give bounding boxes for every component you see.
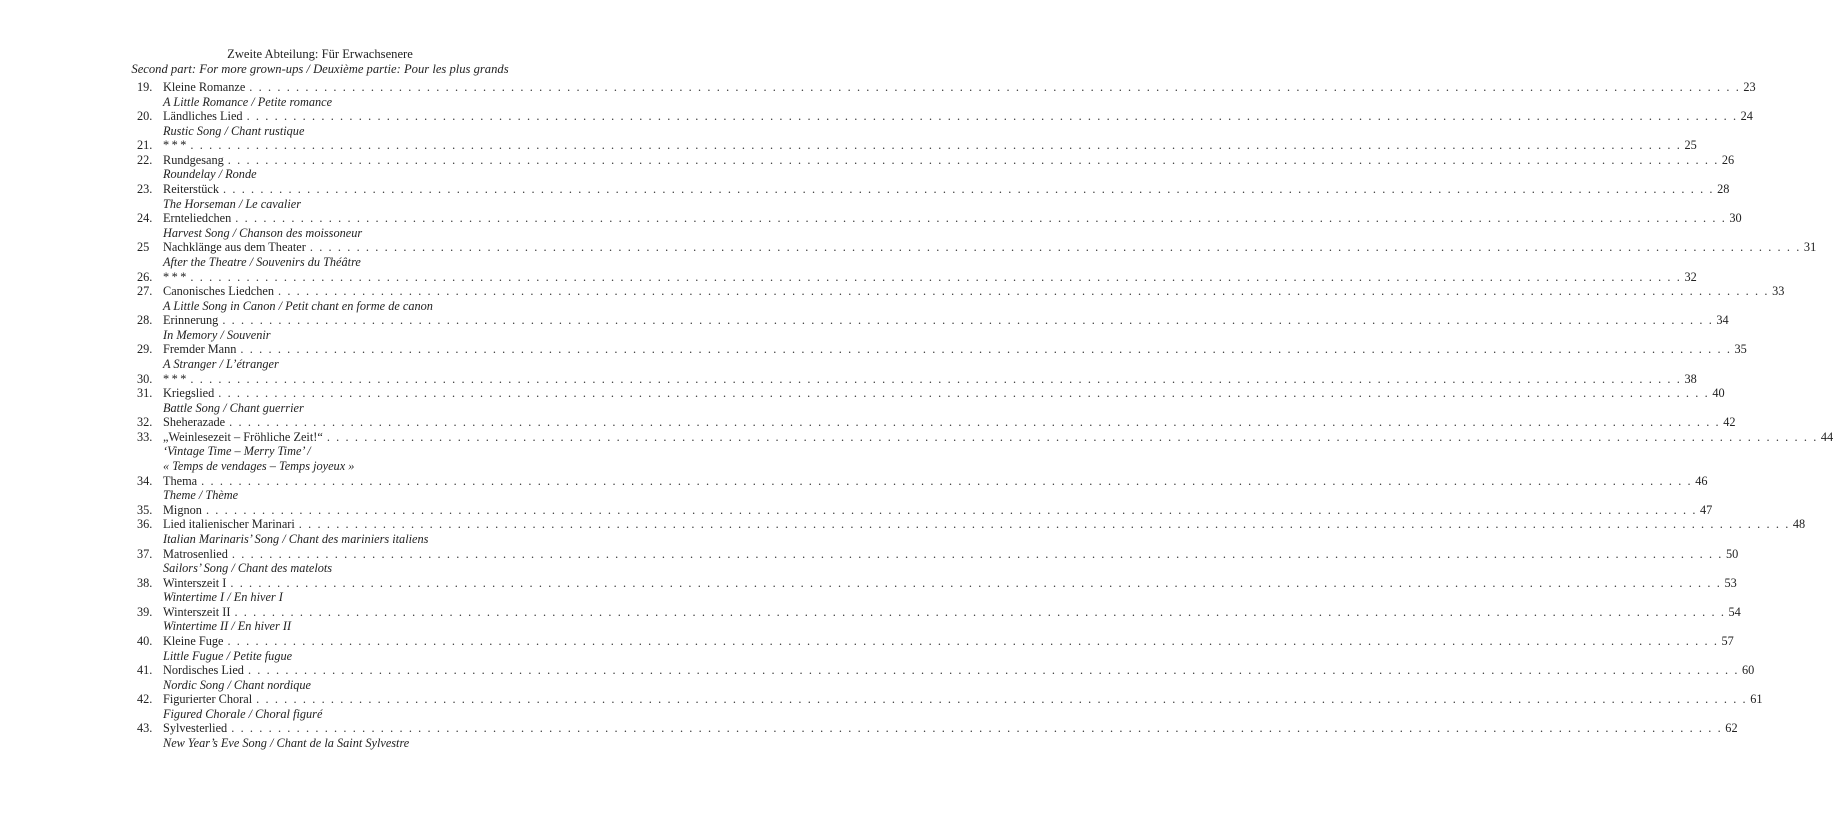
dot-leader: . . . . . . . . . . . . . . . . . . . . . . . . . . . . . . . . . . . . . . . . . . . . . . . . . . . . . . . . . . . . . . . . . . . . . . . . . . . . . . . . . . . . . . . . . . . . . . . . . . . . . . . . . . . . . . . . . . . . . . . . . . . . . . . . . . . . . . . . . . . . . . . . . . . . . . . . . . . . . . . . (249, 80, 1741, 94)
translation-row (0, 401, 640, 416)
toc-entry-main-row (0, 575, 1737, 591)
toc-entry (0, 269, 1697, 285)
toc-line (163, 604, 1741, 620)
page-number: 57 (1721, 633, 1734, 648)
toc-line (163, 211, 1742, 226)
translation-row (0, 299, 640, 314)
page-number: 32 (1684, 269, 1697, 284)
page-number: 50 (1725, 546, 1739, 561)
dot-leader: . . . . . . . . . . . . . . . . . . . . . . . . . . . . . . . . . . . . . . . . . . . . . . . . . . . . . . . . . . . . . . . . . . . . . . . . . . . . . . . . . . . . . . . . . . . . . . . . . . . . . . . . . . . . . . . . . . . . . . . . . . . . . . . . . . . . . . . . . . . . . . . . . . . . . . . . . . . . . . . . (223, 182, 1715, 197)
piece-number: 32. (137, 415, 153, 430)
piece-number: 30. (137, 371, 153, 386)
toc-entry-main-row (0, 546, 1739, 562)
translation-row (0, 678, 640, 693)
dot-leader: . . . . . . . . . . . . . . . . . . . . . . . . . . . . . . . . . . . . . . . . . . . . . . . . . . . . . . . . . . . . . . . . . . . . . . . . . . . . . . . . . . . . . . . . . . . . . . . . . . . . . . . . . . . . . . . . . . . . . . . . . . . . . . . . . . . . . . . . . . . . . . . . . . . . . . . . . . . . . . . . (277, 284, 1770, 299)
section-title: Zweite Abteilung: Für Erwachsenere (227, 47, 413, 61)
toc-line (163, 473, 1708, 489)
toc-line (163, 517, 1806, 532)
toc-entry-main-row (0, 182, 1730, 197)
toc-line (163, 575, 1737, 591)
piece-title: Rundgesang (163, 152, 224, 167)
piece-translation: New Year’s Eve Song / Chant de la Saint Sylvestre (163, 736, 410, 751)
toc-entry-main-row (0, 633, 1734, 649)
toc-entry (0, 240, 1817, 269)
piece-translation: A Little Romance / Petite romance (163, 94, 333, 109)
dot-leader: . . . . . . . . . . . . . . . . . . . . . . . . . . . . . . . . . . . . . . . . . . . . . . . . . . . . . . . . . . . . . . . . . . . . . . . . . . . . . . . . . . . . . . . . . . . . . . . . . . . . . . . . . . . . . . . . . . . . . . . . . . . . . . . . . . . . . . . . . . . . . . . . . . . . . . . . . . . . . . . . (234, 604, 1726, 619)
piece-translation: Figured Chorale / Choral figuré (163, 706, 323, 721)
dot-leader: . . . . . . . . . . . . . . . . . . . . . . . . . . . . . . . . . . . . . . . . . . . . . . . . . . . . . . . . . . . . . . . . . . . . . . . . . . . . . . . . . . . . . . . . . . . . . . . . . . . . . . . . . . . . . . . . . . . . . . . . . . . . . . . . . . . . . . . . . . . . . . . . . . . . . . . . . . . . . . . . (256, 692, 1748, 707)
dot-leader: . . . . . . . . . . . . . . . . . . . . . . . . . . . . . . . . . . . . . . . . . . . . . . . . . . . . . . . . . . . . . . . . . . . . . . . . . . . . . . . . . . . . . . . . . . . . . . . . . . . . . . . . . . . . . . . . . . . . . . . . . . . . . . . . . . . . . . . . . . . . . . . . . . . . . . . . . . . . . . . . (190, 269, 1682, 284)
piece-number: 43. (137, 721, 153, 736)
piece-title: Kleine Romanze (163, 80, 246, 94)
page-number: 24 (1740, 109, 1753, 124)
piece-title: Sylvesterlied (163, 721, 228, 736)
toc-entry-main-row (0, 692, 1763, 707)
piece-translation: Wintertime II / En hiver II (163, 619, 292, 634)
table-of-contents (0, 80, 1833, 751)
piece-number: 29. (137, 342, 153, 357)
piece-number: 21. (137, 138, 153, 153)
piece-translation: « Temps de vendages – Temps joyeux » (163, 459, 355, 474)
dot-leader: . . . . . . . . . . . . . . . . . . . . . . . . . . . . . . . . . . . . . . . . . . . . . . . . . . . . . . . . . . . . . . . . . . . . . . . . . . . . . . . . . . . . . . . . . . . . . . . . . . . . . . . . . . . . . . . . . . . . . . . . . . . . . . . . . . . . . . . . . . . . . . . . . . . . . . . . . . . . . . . . (231, 546, 1723, 561)
toc-entry (0, 80, 1756, 109)
piece-title: Ernteliedchen (163, 211, 232, 226)
dot-leader: . . . . . . . . . . . . . . . . . . . . . . . . . . . . . . . . . . . . . . . . . . . . . . . . . . . . . . . . . . . . . . . . . . . . . . . . . . . . . . . . . . . . . . . . . . . . . . . . . . . . . . . . . . . . . . . . . . . . . . . . . . . . . . . . . . . . . . . . . . . . . . . . . . . . . . . . . . . . . . . . (227, 633, 1719, 648)
piece-title: Winterszeit I (163, 575, 227, 590)
toc-entry-main-row (0, 429, 1833, 445)
toc-line (163, 721, 1738, 736)
page-number: 30 (1729, 211, 1742, 226)
piece-title: * * * (163, 371, 187, 386)
toc-entry (0, 342, 1747, 371)
piece-title: Sheherazade (163, 415, 226, 430)
piece-number: 26. (137, 269, 153, 284)
toc-entry-main-row (0, 211, 1742, 226)
dot-leader: . . . . . . . . . . . . . . . . . . . . . . . . . . . . . . . . . . . . . . . . . . . . . . . . . . . . . . . . . . . . . . . . . . . . . . . . . . . . . . . . . . . . . . . . . . . . . . . . . . . . . . . . . . . . . . . . . . . . . . . . . . . . . . . . . . . . . . . . . . . . . . . . . . . . . . . . . . . . . . . . (227, 152, 1719, 167)
piece-number: 22. (137, 152, 153, 167)
page-number: 46 (1695, 473, 1708, 488)
piece-title: Kriegslied (163, 386, 215, 401)
toc-line (163, 692, 1763, 707)
page-number: 34 (1716, 313, 1729, 328)
toc-entry (0, 633, 1734, 663)
translation-row (0, 328, 640, 343)
piece-number: 41. (137, 663, 153, 678)
dot-leader: . . . . . . . . . . . . . . . . . . . . . . . . . . . . . . . . . . . . . . . . . . . . . . . . . . . . . . . . . . . . . . . . . . . . . . . . . . . . . . . . . . . . . . . . . . . . . . . . . . . . . . . . . . . . . . . . . . . . . . . . . . . . . . . . . . . . . . . . . . . . . . . . . . . . . . . . . . . . . . . . (201, 473, 1693, 488)
piece-translation: Wintertime I / En hiver I (163, 590, 283, 605)
toc-entry (0, 415, 1736, 430)
toc-line (163, 109, 1753, 124)
translation-row (0, 649, 640, 664)
translation-row (0, 561, 640, 576)
dot-leader: . . . . . . . . . . . . . . . . . . . . . . . . . . . . . . . . . . . . . . . . . . . . . . . . . . . . . . . . . . . . . . . . . . . . . . . . . . . . . . . . . . . . . . . . . . . . . . . . . . . . . . . . . . . . . . . . . . . . . . . . . . . . . . . . . . . . . . . . . . . . . . . . . . . . . . . . . . . . . . . . (240, 342, 1732, 357)
page-number: 61 (1750, 692, 1763, 707)
page-number: 48 (1792, 517, 1806, 532)
piece-translation: Battle Song / Chant guerrier (163, 400, 304, 415)
piece-title: Winterszeit II (163, 604, 231, 619)
dot-leader: . . . . . . . . . . . . . . . . . . . . . . . . . . . . . . . . . . . . . . . . . . . . . . . . . . . . . . . . . . . . . . . . . . . . . . . . . . . . . . . . . . . . . . . . . . . . . . . . . . . . . . . . . . . . . . . . . . . . . . . . . . . . . . . . . . . . . . . . . . . . . . . . . . . . . . . . . . . . . . . . (326, 429, 1818, 444)
page-number: 38 (1684, 371, 1697, 386)
toc-entry-main-row (0, 721, 1738, 736)
piece-title: Canonisches Liedchen (163, 284, 274, 299)
dot-leader: . . . . . . . . . . . . . . . . . . . . . . . . . . . . . . . . . . . . . . . . . . . . . . . . . . . . . . . . . . . . . . . . . . . . . . . . . . . . . . . . . . . . . . . . . . . . . . . . . . . . . . . . . . . . . . . . . . . . . . . . . . . . . . . . . . . . . . . . . . . . . . . . . . . . . . . . . . . . . . . . (298, 517, 1790, 532)
toc-entry-main-row (0, 473, 1708, 489)
page-number: 42 (1723, 415, 1736, 430)
toc-entry (0, 721, 1738, 751)
piece-title: „Weinlesezeit – Fröhliche Zeit!“ (163, 429, 323, 444)
piece-title: * * * (163, 138, 187, 153)
toc-entry (0, 473, 1708, 503)
piece-number: 34. (137, 473, 153, 488)
piece-title: Nachklänge aus dem Theater (163, 240, 306, 255)
toc-line (163, 429, 1833, 445)
toc-line (163, 386, 1725, 401)
piece-number: 35. (137, 502, 153, 517)
section-subtitle: Second part: For more grown-ups / Deuxième partie: Pour les plus grands (131, 62, 509, 76)
toc-entry (0, 517, 1806, 546)
piece-number: 28. (137, 313, 153, 328)
dot-leader: . . . . . . . . . . . . . . . . . . . . . . . . . . . . . . . . . . . . . . . . . . . . . . . . . . . . . . . . . . . . . . . . . . . . . . . . . . . . . . . . . . . . . . . . . . . . . . . . . . . . . . . . . . . . . . . . . . . . . . . . . . . . . . . . . . . . . . . . . . . . . . . . . . . . . . . . . . . . . . . . (235, 211, 1727, 226)
page-number: 33 (1772, 284, 1785, 299)
piece-number: 33. (137, 429, 153, 444)
translation-row (0, 197, 640, 212)
translation-row (0, 488, 640, 503)
toc-line (163, 371, 1697, 387)
toc-entry (0, 284, 1785, 313)
toc-line (163, 663, 1755, 678)
piece-number: 42. (137, 692, 153, 707)
toc-line (163, 415, 1736, 430)
toc-entry (0, 313, 1729, 342)
page-number: 26 (1721, 152, 1735, 167)
toc-line (163, 80, 1756, 95)
piece-number: 25 (137, 240, 150, 255)
toc-entry-main-row (0, 138, 1697, 153)
piece-translation: Italian Marinaris’ Song / Chant des mariniers italiens (163, 531, 429, 546)
piece-title: Kleine Fuge (163, 633, 224, 648)
toc-line (163, 633, 1734, 649)
dot-leader: . . . . . . . . . . . . . . . . . . . . . . . . . . . . . . . . . . . . . . . . . . . . . . . . . . . . . . . . . . . . . . . . . . . . . . . . . . . . . . . . . . . . . . . . . . . . . . . . . . . . . . . . . . . . . . . . . . . . . . . . . . . . . . . . . . . . . . . . . . . . . . . . . . . . . . . . . . . . . . . . (230, 575, 1722, 590)
page-number: 54 (1728, 604, 1741, 619)
translation-row (0, 95, 640, 110)
piece-title: * * * (163, 269, 187, 284)
piece-title: Mignon (163, 502, 202, 517)
toc-entry (0, 604, 1741, 634)
toc-line (163, 240, 1817, 255)
translation-row (0, 459, 640, 474)
piece-number: 24. (137, 211, 153, 226)
piece-title: Lied italienischer Marinari (163, 517, 295, 532)
dot-leader: . . . . . . . . . . . . . . . . . . . . . . . . . . . . . . . . . . . . . . . . . . . . . . . . . . . . . . . . . . . . . . . . . . . . . . . . . . . . . . . . . . . . . . . . . . . . . . . . . . . . . . . . . . . . . . . . . . . . . . . . . . . . . . . . . . . . . . . . . . . . . . . . . . . . . . . . . . . . . . . . (205, 502, 1698, 517)
toc-entry (0, 211, 1742, 240)
page-number: 28 (1717, 182, 1730, 197)
translation-row (0, 167, 640, 182)
piece-translation: Sailors’ Song / Chant des matelots (163, 561, 333, 576)
toc-entry (0, 371, 1697, 387)
piece-title: Matrosenlied (163, 546, 228, 561)
piece-title: Fremder Mann (163, 342, 237, 357)
page-number: 25 (1684, 138, 1697, 153)
piece-title: Thema (163, 473, 198, 488)
translation-row (0, 736, 640, 751)
piece-number: 31. (137, 386, 153, 401)
toc-entry (0, 182, 1730, 211)
page-number: 40 (1712, 386, 1725, 401)
piece-title: Erinnerung (163, 313, 219, 328)
piece-number: 38. (137, 575, 153, 590)
toc-entry-main-row (0, 80, 1756, 95)
dot-leader: . . . . . . . . . . . . . . . . . . . . . . . . . . . . . . . . . . . . . . . . . . . . . . . . . . . . . . . . . . . . . . . . . . . . . . . . . . . . . . . . . . . . . . . . . . . . . . . . . . . . . . . . . . . . . . . . . . . . . . . . . . . . . . . . . . . . . . . . . . . . . . . . . . . . . . . . . . . . . . . . (218, 386, 1710, 401)
translation-row (0, 532, 640, 547)
translation-row (0, 124, 640, 139)
toc-line (163, 152, 1735, 168)
dot-leader: . . . . . . . . . . . . . . . . . . . . . . . . . . . . . . . . . . . . . . . . . . . . . . . . . . . . . . . . . . . . . . . . . . . . . . . . . . . . . . . . . . . . . . . . . . . . . . . . . . . . . . . . . . . . . . . . . . . . . . . . . . . . . . . . . . . . . . . . . . . . . . . . . . . . . . . . . . . . . . . . (247, 663, 1740, 678)
page-number: 44 (1820, 429, 1833, 444)
toc-line (163, 138, 1697, 153)
toc-line (163, 269, 1697, 285)
piece-translation: The Horseman / Le cavalier (163, 196, 301, 211)
page-number: 47 (1700, 502, 1713, 517)
toc-entry-main-row (0, 152, 1735, 168)
page-number: 23 (1743, 80, 1756, 94)
toc-entry-main-row (0, 284, 1785, 299)
dot-leader: . . . . . . . . . . . . . . . . . . . . . . . . . . . . . . . . . . . . . . . . . . . . . . . . . . . . . . . . . . . . . . . . . . . . . . . . . . . . . . . . . . . . . . . . . . . . . . . . . . . . . . . . . . . . . . . . . . . . . . . . . . . . . . . . . . . . . . . . . . . . . . . . . . . . . . . . . . . . . . . . (190, 138, 1682, 153)
piece-translation: Rustic Song / Chant rustique (163, 123, 305, 138)
toc-entry (0, 546, 1739, 576)
toc-entry-main-row (0, 313, 1729, 328)
piece-translation: Nordic Song / Chant nordique (163, 677, 312, 692)
toc-entry (0, 109, 1753, 138)
translation-row (0, 707, 640, 722)
piece-translation: In Memory / Souvenir (163, 327, 271, 342)
translation-row (0, 590, 640, 605)
page-number: 53 (1724, 575, 1737, 590)
translation-row (0, 357, 640, 372)
toc-entry (0, 663, 1755, 692)
piece-translation: Roundelay / Ronde (163, 167, 257, 182)
toc-entry-main-row (0, 663, 1755, 678)
piece-translation: After the Theatre / Souvenirs du Théâtre (163, 254, 361, 269)
dot-leader: . . . . . . . . . . . . . . . . . . . . . . . . . . . . . . . . . . . . . . . . . . . . . . . . . . . . . . . . . . . . . . . . . . . . . . . . . . . . . . . . . . . . . . . . . . . . . . . . . . . . . . . . . . . . . . . . . . . . . . . . . . . . . . . . . . . . . . . . . . . . . . . . . . . . . . . . . . . . . . . . (246, 109, 1738, 124)
toc-entry-main-row (0, 269, 1697, 285)
toc-entry-main-row (0, 342, 1747, 357)
piece-title: Ländliches Lied (163, 109, 243, 124)
toc-line (163, 342, 1747, 357)
toc-entry-main-row (0, 109, 1753, 124)
toc-line (163, 284, 1785, 299)
dot-leader: . . . . . . . . . . . . . . . . . . . . . . . . . . . . . . . . . . . . . . . . . . . . . . . . . . . . . . . . . . . . . . . . . . . . . . . . . . . . . . . . . . . . . . . . . . . . . . . . . . . . . . . . . . . . . . . . . . . . . . . . . . . . . . . . . . . . . . . . . . . . . . . . . . . . . . . . . . . . . . . . (222, 313, 1714, 328)
toc-entry (0, 575, 1737, 605)
toc-line (163, 182, 1730, 197)
piece-translation: A Stranger / L’étranger (163, 356, 279, 371)
toc-entry-main-row (0, 386, 1725, 401)
toc-entry (0, 386, 1725, 415)
translation-row (0, 255, 640, 270)
toc-entry-main-row (0, 240, 1817, 255)
piece-number: 40. (137, 633, 153, 648)
piece-translation: A Little Song in Canon / Petit chant en forme de canon (163, 298, 433, 313)
page-number: 31 (1803, 240, 1817, 255)
toc-line (163, 313, 1729, 328)
dot-leader: . . . . . . . . . . . . . . . . . . . . . . . . . . . . . . . . . . . . . . . . . . . . . . . . . . . . . . . . . . . . . . . . . . . . . . . . . . . . . . . . . . . . . . . . . . . . . . . . . . . . . . . . . . . . . . . . . . . . . . . . . . . . . . . . . . . . . . . . . . . . . . . . . . . . . . . . . . . . . . . . (190, 371, 1682, 386)
toc-entry-main-row (0, 517, 1806, 532)
toc-entry (0, 692, 1763, 721)
piece-title: Nordisches Lied (163, 663, 244, 678)
translation-row (0, 226, 640, 241)
page-number: 62 (1725, 721, 1738, 736)
piece-number: 23. (137, 182, 153, 197)
piece-number: 36. (137, 517, 153, 532)
piece-number: 39. (137, 604, 153, 619)
translation-row (0, 619, 640, 634)
piece-translation: Theme / Thème (163, 488, 239, 503)
piece-number: 27. (137, 284, 153, 299)
page-number: 60 (1742, 663, 1755, 678)
toc-entry (0, 152, 1735, 182)
toc-line (163, 502, 1713, 518)
dot-leader: . . . . . . . . . . . . . . . . . . . . . . . . . . . . . . . . . . . . . . . . . . . . . . . . . . . . . . . . . . . . . . . . . . . . . . . . . . . . . . . . . . . . . . . . . . . . . . . . . . . . . . . . . . . . . . . . . . . . . . . . . . . . . . . . . . . . . . . . . . . . . . . . . . . . . . . . . . . . . . . . (309, 240, 1801, 255)
toc-entry-main-row (0, 502, 1713, 518)
piece-number: 20. (137, 109, 153, 124)
piece-title: Figurierter Choral (163, 692, 253, 707)
piece-number: 37. (137, 546, 153, 561)
toc-entry (0, 502, 1713, 518)
dot-leader: . . . . . . . . . . . . . . . . . . . . . . . . . . . . . . . . . . . . . . . . . . . . . . . . . . . . . . . . . . . . . . . . . . . . . . . . . . . . . . . . . . . . . . . . . . . . . . . . . . . . . . . . . . . . . . . . . . . . . . . . . . . . . . . . . . . . . . . . . . . . . . . . . . . . . . . . . . . . . . . . (231, 721, 1723, 736)
dot-leader: . . . . . . . . . . . . . . . . . . . . . . . . . . . . . . . . . . . . . . . . . . . . . . . . . . . . . . . . . . . . . . . . . . . . . . . . . . . . . . . . . . . . . . . . . . . . . . . . . . . . . . . . . . . . . . . . . . . . . . . . . . . . . . . . . . . . . . . . . . . . . . . . . . . . . . . . . . . . . . . . (229, 415, 1721, 430)
toc-entry (0, 138, 1697, 153)
piece-number: 19. (137, 80, 153, 94)
piece-title: Reiterstück (163, 182, 220, 197)
toc-line (163, 546, 1739, 562)
toc-entry-main-row (0, 371, 1697, 387)
page-number: 35 (1734, 342, 1747, 357)
toc-entry-main-row (0, 415, 1736, 430)
toc-entry-main-row (0, 604, 1741, 620)
piece-translation: ‘Vintage Time – Merry Time’ / (163, 444, 311, 459)
translation-row (0, 444, 640, 459)
piece-translation: Little Fugue / Petite fugue (163, 648, 293, 663)
piece-translation: Harvest Song / Chanson des moissoneur (163, 225, 363, 240)
toc-entry (0, 429, 1833, 474)
